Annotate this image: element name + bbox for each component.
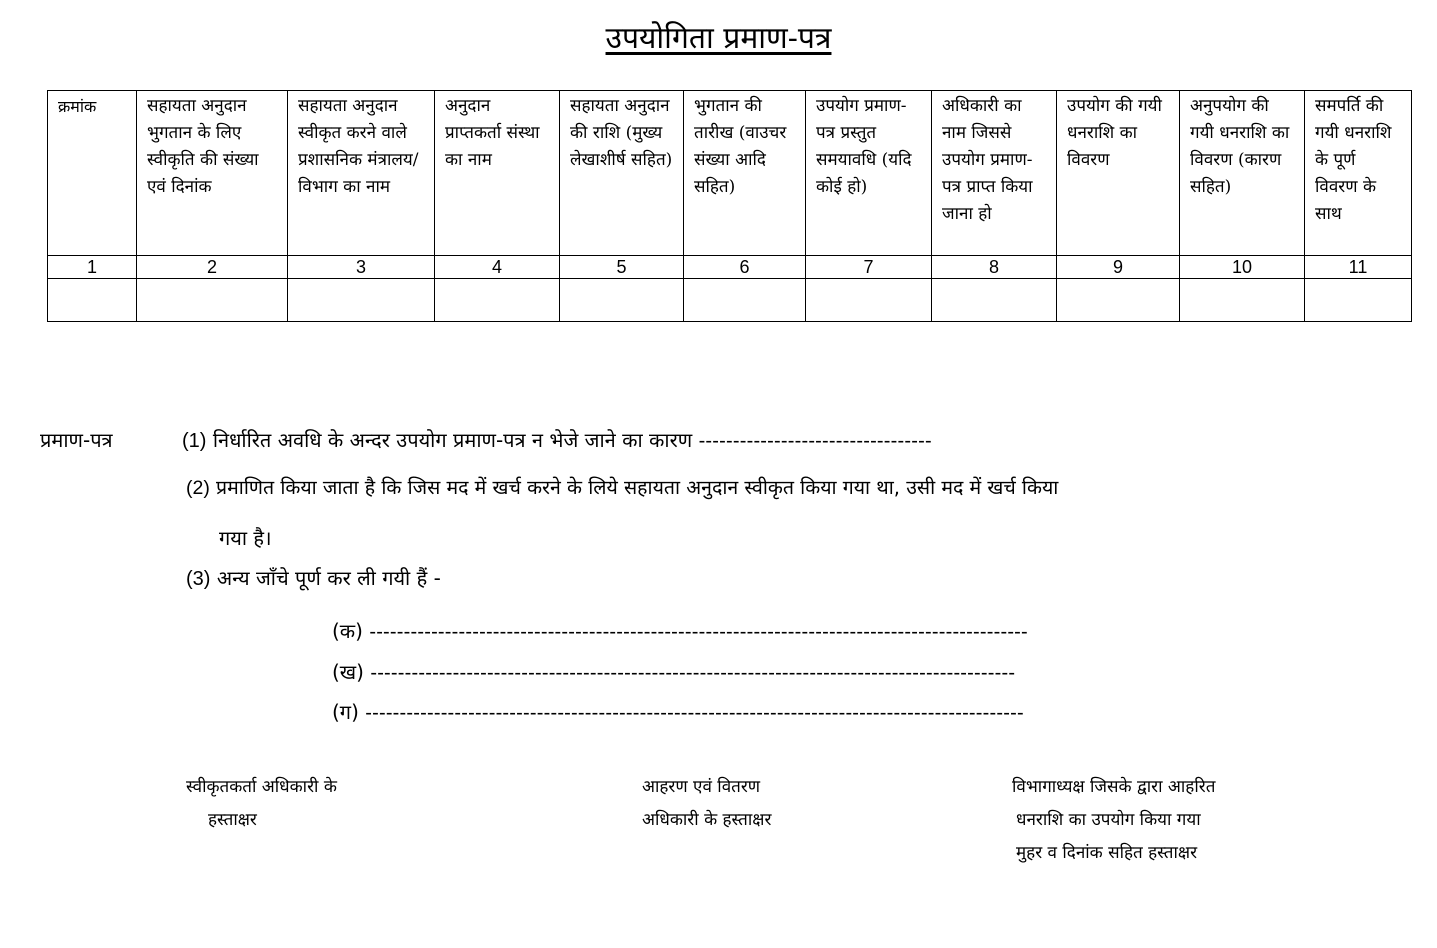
certificate-label: प्रमाण-पत्र xyxy=(40,428,113,452)
entry-cell[interactable] xyxy=(560,279,684,322)
column-number-row xyxy=(48,256,1412,279)
header-cell: भुगतान की तारीख (वाउचर संख्या आदि सहित) xyxy=(684,91,806,256)
ddo-signature xyxy=(642,771,771,837)
item-number: (3) xyxy=(186,568,211,590)
certificate-item-1 xyxy=(182,426,932,455)
item-number: (2) xyxy=(186,477,210,499)
sub-item-kha xyxy=(332,658,1015,687)
entry-cell[interactable] xyxy=(1180,279,1305,322)
column-number: 10 xyxy=(1180,256,1305,279)
entry-cell[interactable] xyxy=(435,279,560,322)
column-number: 11 xyxy=(1305,256,1412,279)
header-cell: अनुदान प्राप्तकर्ता संस्था का नाम xyxy=(435,91,560,256)
column-number: 4 xyxy=(435,256,560,279)
column-number: 9 xyxy=(1057,256,1180,279)
header-cell: सहायता अनुदान स्वीकृत करने वाले प्रशासनिक मंत्रालय/विभाग का नाम xyxy=(288,91,435,256)
column-number: 1 xyxy=(48,256,137,279)
entry-cell[interactable] xyxy=(684,279,806,322)
sub-item-fill-line[interactable]: ------------------------------------------------------------------------------------------------ xyxy=(365,702,1024,724)
item-text: अन्य जाँचे पूर्ण कर ली गयी हैं - xyxy=(216,566,441,590)
item-text: प्रमाणित किया जाता है कि जिस मद में खर्च करने के लिये सहायता अनुदान स्वीकृत किया गया था, उसी मद में खर्च किया xyxy=(216,476,1059,499)
signature-label: मुहर व दिनांक सहित हस्ताक्षर xyxy=(1016,843,1198,863)
reason-fill-line[interactable]: ---------------------------------- xyxy=(698,430,932,452)
utilization-table xyxy=(47,90,1412,322)
sub-item-label: (ख) xyxy=(332,660,364,684)
table-header-row xyxy=(48,91,1412,256)
signature-label: हस्ताक्षर xyxy=(208,810,257,830)
column-number: 2 xyxy=(137,256,288,279)
document-title xyxy=(0,16,1437,62)
sub-item-label: (ग) xyxy=(332,700,359,724)
signature-label: विभागाध्यक्ष जिसके द्वारा आहरित xyxy=(1012,777,1216,797)
table-entry-row xyxy=(48,279,1412,322)
sub-item-fill-line[interactable]: ---------------------------------------------------------------------------------------------- xyxy=(370,662,1016,684)
header-cell: सहायता अनुदान की राशि (मुख्य लेखाशीर्ष सहित) xyxy=(560,91,684,256)
signature-label: अधिकारी के हस्ताक्षर xyxy=(642,810,772,830)
column-number: 6 xyxy=(684,256,806,279)
header-cell: समपर्ति की गयी धनराशि के पूर्ण विवरण के साथ xyxy=(1305,91,1412,256)
item-text: निर्धारित अवधि के अन्दर उपयोग प्रमाण-पत्र न भेजे जाने का कारण xyxy=(212,428,693,452)
entry-cell[interactable] xyxy=(806,279,932,322)
header-cell: उपयोग की गयी धनराशि का विवरण xyxy=(1057,91,1180,256)
hod-signature xyxy=(1012,771,1215,870)
certificate-item-2 xyxy=(186,474,1058,502)
signature-label: स्वीकृतकर्ता अधिकारी के xyxy=(186,777,337,797)
certificate-item-3 xyxy=(186,564,441,593)
header-cell: अधिकारी का नाम जिससे उपयोग प्रमाण-पत्र प्राप्त किया जाना हो xyxy=(932,91,1057,256)
header-cell: उपयोग प्रमाण-पत्र प्रस्तुत समयावधि (यदि कोई हो) xyxy=(806,91,932,256)
entry-cell[interactable] xyxy=(1305,279,1412,322)
sub-item-ga xyxy=(332,698,1024,727)
sub-item-ka xyxy=(332,617,1028,646)
certificate-item-2-continuation: गया है। xyxy=(219,526,272,550)
column-number: 8 xyxy=(932,256,1057,279)
signature-label: आहरण एवं वितरण xyxy=(642,777,761,797)
entry-cell[interactable] xyxy=(1057,279,1180,322)
sub-item-label: (क) xyxy=(332,619,363,643)
header-cell: सहायता अनुदान भुगतान के लिए स्वीकृति की संख्या एवं दिनांक xyxy=(137,91,288,256)
column-number: 3 xyxy=(288,256,435,279)
column-number: 5 xyxy=(560,256,684,279)
entry-cell[interactable] xyxy=(932,279,1057,322)
sanctioning-officer-signature xyxy=(186,771,337,837)
sub-item-fill-line[interactable]: ------------------------------------------------------------------------------------------------ xyxy=(369,621,1028,643)
title-text: उपयोगिता प्रमाण-पत्र xyxy=(605,21,832,56)
entry-cell[interactable] xyxy=(137,279,288,322)
entry-cell[interactable] xyxy=(48,279,137,322)
column-number: 7 xyxy=(806,256,932,279)
header-cell: अनुपयोग की गयी धनराशि का विवरण (कारण सहित) xyxy=(1180,91,1305,256)
item-number: (1) xyxy=(182,430,207,452)
signature-label: धनराशि का उपयोग किया गया xyxy=(1016,810,1201,830)
entry-cell[interactable] xyxy=(288,279,435,322)
header-cell: क्रमांक xyxy=(48,91,137,256)
